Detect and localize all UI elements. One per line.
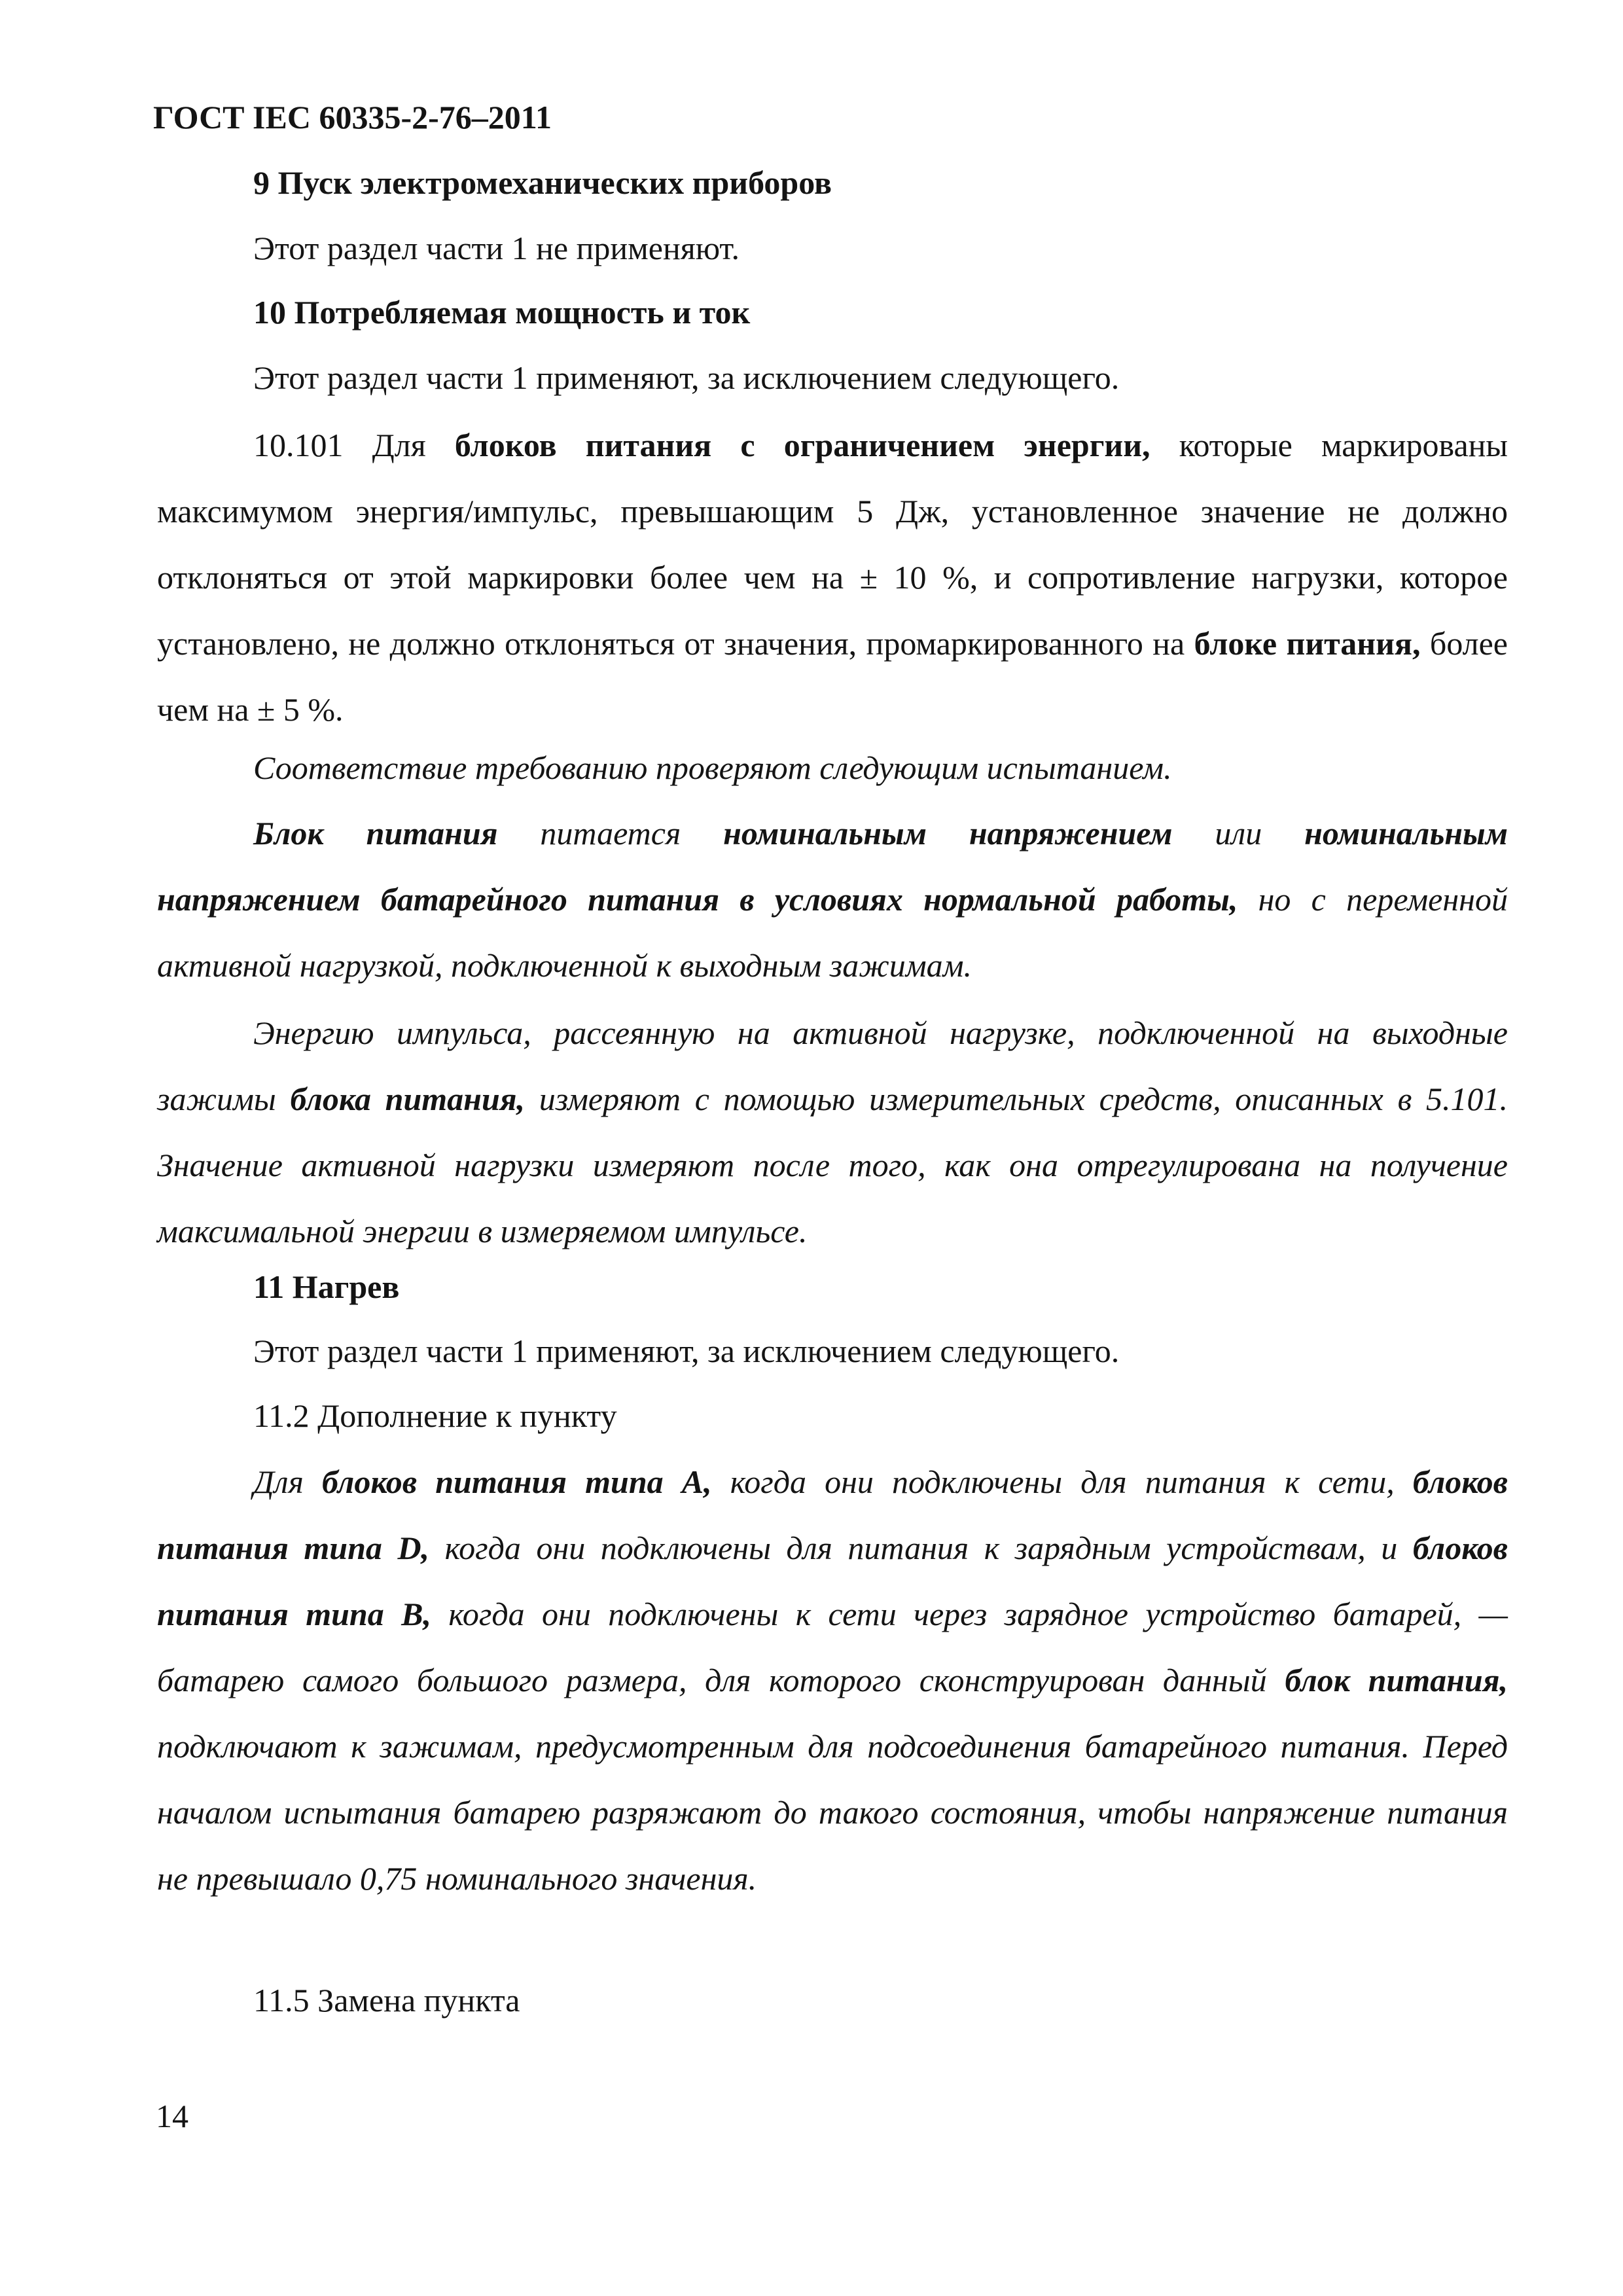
section-9-text: Этот раздел части 1 не применяют.: [253, 230, 740, 266]
page-number: 14: [156, 2098, 188, 2134]
test-paragraph: Блок питания питается номинальным напряжением или номинальным напряжением батарейного питания в условиях нормальной работы, но с переменной активной нагрузкой, подключенной к выходным зажимам.: [157, 815, 1508, 984]
document-header: ГОСТ IEC 60335-2-76–2011: [153, 99, 552, 135]
section-9-title: 9 Пуск электромеханических приборов: [253, 164, 832, 201]
clause-11-2: 11.2 Дополнение к пункту: [253, 1397, 617, 1434]
section-11-text: Этот раздел части 1 применяют, за исключением следующего.: [253, 1333, 1120, 1369]
clause-11-2-paragraph: Для блоков питания типа А, когда они подключены для питания к сети, блоков питания типа D, когда они подключены для питания к зарядным устройствам, и блоков питания типа В, когда они подключены к сети через зарядное устройство батарей, — батарею самого большого размера, для которого сконструирован данный блок питания, подключают к зажимам, предусмотренным для подсоединения батарейного питания. Перед началом испытания батарею разряжают до такого состояния, чтобы напряжение питания не превышало 0,75 номинального значения.: [157, 1463, 1508, 1897]
section-11-title: 11 Нагрев: [253, 1268, 400, 1305]
energy-paragraph: Энергию импульса, рассеянную на активной нагрузке, подключенной на выходные зажимы блока питания, измеряют с помощью измерительных средств, описанных в 5.101. Значение активной нагрузки измеряют после того, как она отрегулирована на получение максимальной энергии в измеряемом импульсе.: [157, 1014, 1508, 1249]
clause-10-101: 10.101 Для блоков питания с ограничением энергии, которые маркированы максимумом энергия/импульс, превышающим 5 Дж, установленное значение не должно отклоняться от этой маркировки более чем на ± 10 %, и сопротивление нагрузки, которое установлено, не должно отклоняться от значения, промаркированного на блоке питания, более чем на ± 5 %.: [157, 427, 1508, 728]
section-10-text: Этот раздел части 1 применяют, за исключением следующего.: [253, 359, 1120, 396]
clause-11-5: 11.5 Замена пункта: [253, 1982, 520, 2018]
compliance-note: Соответствие требованию проверяют следующим испытанием.: [253, 749, 1172, 786]
section-10-title: 10 Потребляемая мощность и ток: [253, 294, 751, 331]
